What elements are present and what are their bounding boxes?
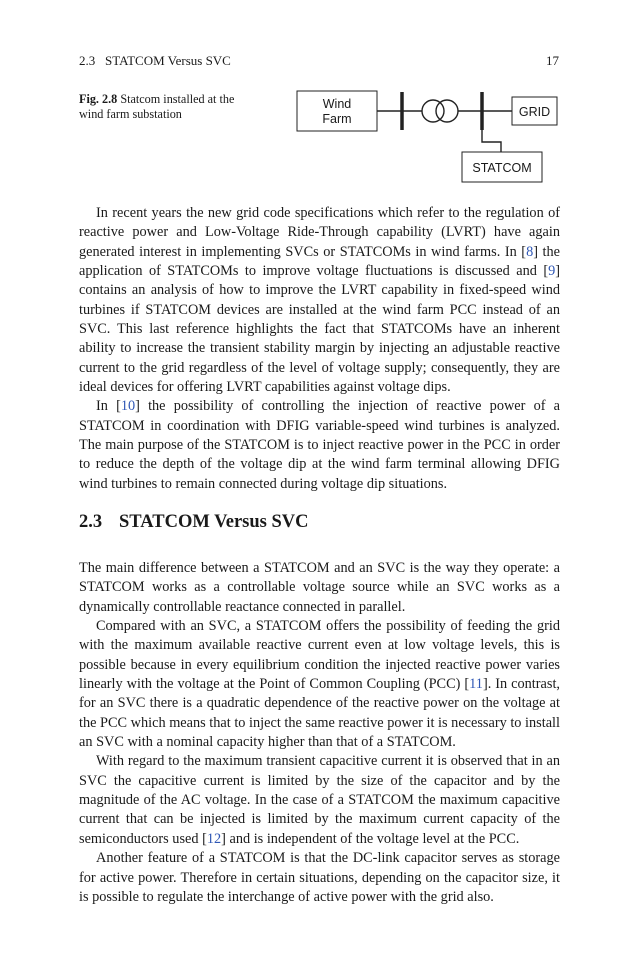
section-title: STATCOM Versus SVC [119, 512, 309, 532]
figure-caption [79, 92, 254, 122]
statcom-label: STATCOM [472, 161, 532, 175]
section-number: 2.3 [79, 512, 103, 532]
wind-farm-label-line2: Farm [322, 112, 352, 126]
text-run: In [ [96, 398, 121, 415]
figure-caption-text: Statcom installed at the wind farm substation [79, 92, 235, 121]
reference-link-8[interactable]: 8 [526, 243, 534, 260]
intro-text [79, 204, 560, 494]
running-head-section: 2.3 STATCOM Versus SVC [79, 53, 231, 68]
section-paragraph-3 [79, 752, 560, 849]
grid-label: GRID [518, 105, 551, 119]
wind-farm-label-line1: Wind [322, 97, 352, 111]
figure-label: Fig. 2.8 [79, 92, 118, 106]
line-bus2-statcom [482, 130, 501, 152]
page-number: 17 [546, 53, 559, 68]
intro-paragraph-1 [79, 204, 560, 397]
statcom-diagram [290, 84, 565, 188]
section-paragraph-4: Another feature of a STATCOM is that the DC-link capacitor serves as storage for active power. Therefore in certain situations, depending on the capacitor size, it is possible to regulate the interchange of active power with the grid also. [79, 850, 560, 905]
reference-link-12[interactable]: 12 [206, 830, 222, 847]
reference-link-11[interactable]: 11 [469, 676, 483, 693]
section-body [79, 559, 560, 907]
running-head [79, 53, 559, 69]
text-run: ]. In contrast, for an SVC there is a quadratic dependence of the reactive power on the voltage at the PCC which means that to inject the same reactive power it is necessary to install an SVC with a nominal capacity higher than that of a STATCOM. [79, 676, 560, 751]
transformer-winding-1 [422, 100, 444, 122]
reference-link-9[interactable]: 9 [548, 263, 556, 280]
intro-paragraph-2 [79, 397, 560, 494]
text-run: ] the possibility of controlling the injection of reactive power of a STATCOM in coordination with DFIG variable-speed wind turbines is analyzed. The main purpose of the STATCOM is to inject reactive power in the PCC in order to reduce the depth of the voltage dip at the wind farm terminal allowing DFIG wind turbines to remain connected during voltage dip situations. [79, 398, 560, 492]
text-run: Compared with an SVC, a STATCOM offers the possibility of feeding the grid with the maximum available reactive current even at low voltage levels, this is possible because in every equilibrium condition the injected reactive power varies linearly with the voltage at the Point of Common Coupling (PCC) [ [79, 618, 560, 693]
section-paragraph-1: The main difference between a STATCOM and an SVC is the way they operate: a STATCOM works as a controllable voltage source while an SVC works as a dynamically controllable reactance connected in parallel. [79, 560, 560, 615]
text-run: ] contains an analysis of how to improve the LVRT capability in fixed-speed wind turbines if STATCOM devices are installed at the wind farm PCC instead of an SVC. This last reference highlights the fact that STATCOMs have an inherent ability to increase the transient stability margin by injecting an adjustable reactive current to the grid regardless of the level of voltage supply; consequently, they are ideal devices for offering LVRT capabilities against voltage dips. [79, 263, 560, 396]
text-run: ] and is independent of the voltage level at the PCC. [221, 830, 520, 847]
section-heading [79, 512, 309, 533]
reference-link-10[interactable]: 10 [120, 398, 136, 415]
transformer-winding-2 [436, 100, 458, 122]
text-run: In recent years the new grid code specifications which refer to the regulation of reactive power and Low-Voltage Ride-Through capability (LVRT) have again generated interest in implementing SVCs or STATCOMs in wind farms. In [ [79, 205, 560, 260]
text-run: ] the application of STATCOMs to improve voltage fluctuations is discussed and [ [79, 243, 560, 280]
text-run: With regard to the maximum transient capacitive current it is observed that in an SVC the capacitive current is limited by the size of the capacitor and by the magnitude of the AC voltage. In the case of a STATCOM the maximum capacitive current that can be injected is limited by the maximum current capacity of the semiconductors used [ [79, 753, 560, 847]
section-paragraph-2 [79, 617, 560, 752]
